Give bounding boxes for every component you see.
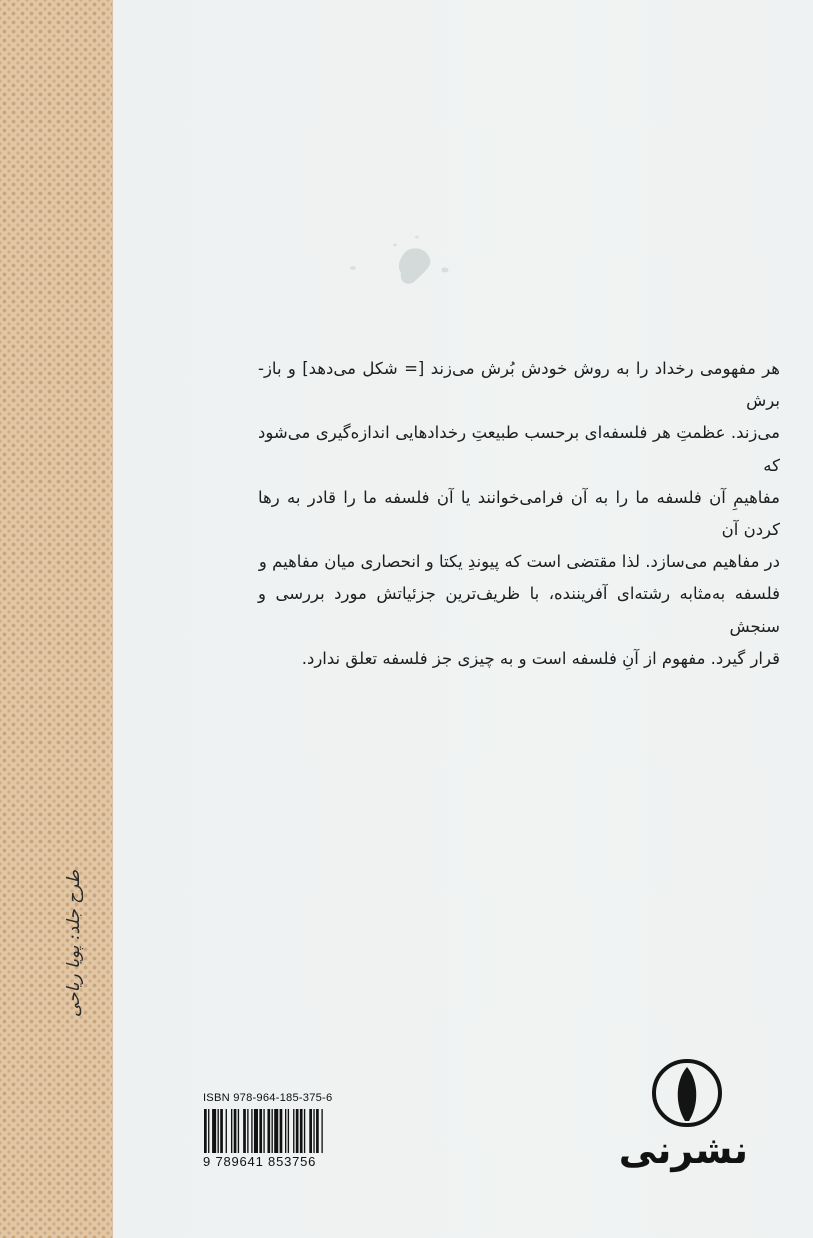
ink-stain-icon xyxy=(325,225,465,300)
back-cover-blurb xyxy=(258,353,780,675)
spine-pattern xyxy=(0,0,113,1238)
designer-credit: طرح جلد: پویا ریاحی xyxy=(64,870,84,1018)
blurb-line: در مفاهیم می‌سازد. لذا مقتضی است که پیوندِ یکتا و انحصاری میان مفاهیم و xyxy=(258,552,780,572)
isbn-label: ISBN 978-964-185-375-6 xyxy=(203,1092,333,1104)
blurb-line: فلسفه به‌مثابه رشته‌ای آفریننده، با ظریف‌ترین جزئیاتش مورد بررسی و سنجش xyxy=(258,584,780,636)
barcode-digits: 9 789641 853756 xyxy=(203,1154,317,1169)
nashr-ney-logo-icon xyxy=(633,1057,741,1129)
blurb-line: می‌زند. عظمتِ هر فلسفه‌ای برحسب طبیعتِ رخدادهایی اندازه‌گیری می‌شود که xyxy=(258,423,780,475)
blurb-line: قرار گیرد. مفهوم از آنِ فلسفه است و به چیزی جز فلسفه تعلق ندارد. xyxy=(301,648,780,668)
blurb-line: مفاهیمِ آن فلسفه ما را به آن فرامی‌خوانند یا آن فلسفه ما را قادر به رها کردن آن xyxy=(258,487,780,540)
publisher-name: نشرنی xyxy=(618,1128,748,1172)
barcode-icon xyxy=(204,1109,360,1153)
blurb-line: هر مفهومی رخداد را به روش خودش بُرش می‌زند [= شکل می‌دهد] و باز-برش xyxy=(258,359,780,411)
isbn-barcode-block xyxy=(203,1092,361,1168)
